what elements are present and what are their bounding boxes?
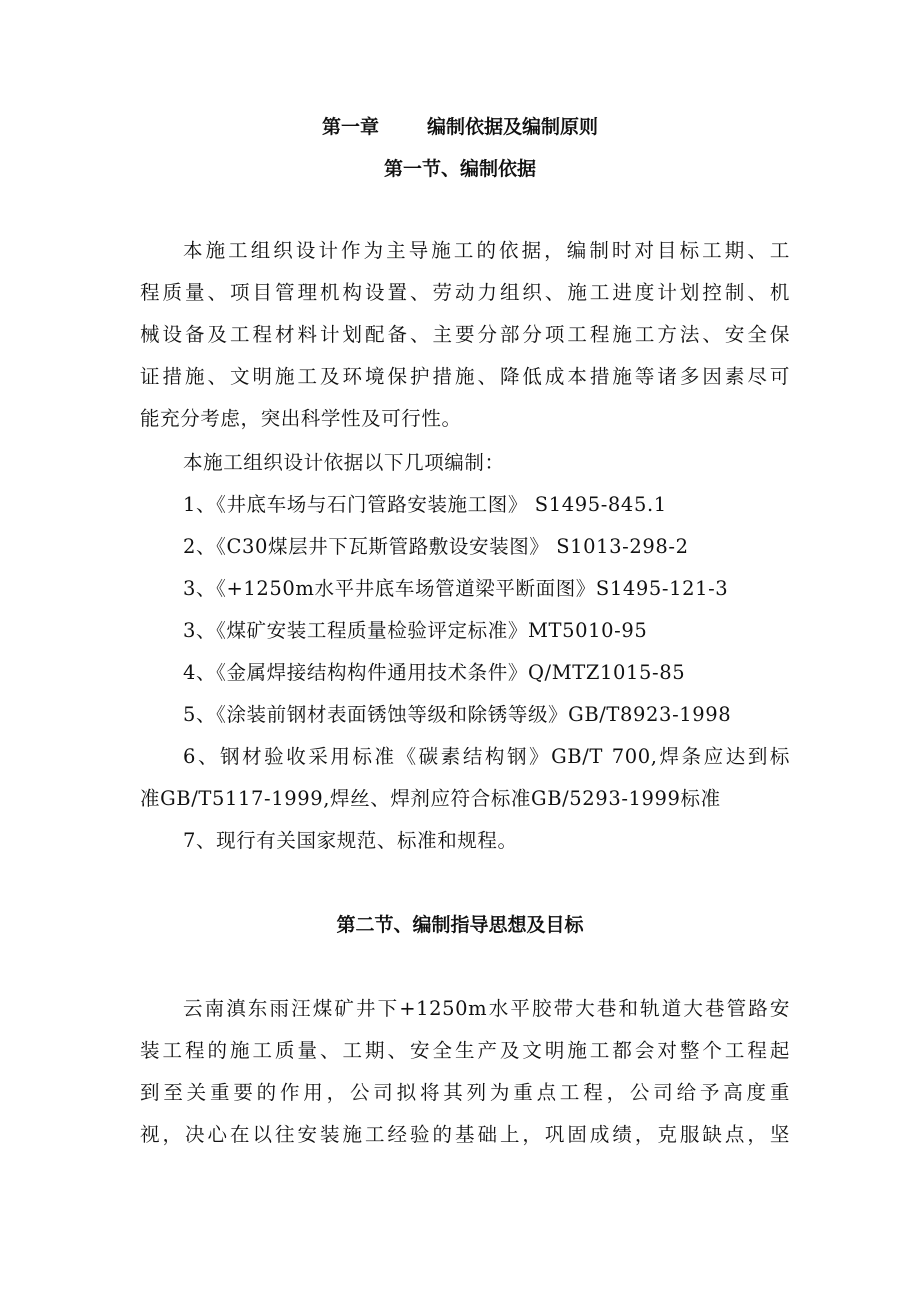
basis-item-5: 4、《金属焊接结构构件通用技术条件》Q/MTZ1015-85 <box>183 661 686 684</box>
section-2-line-4: 视，决心在以往安装施工经验的基础上，巩固成绩，克服缺点，坚 <box>140 1123 790 1146</box>
intro-line-1: 本施工组织设计作为主导施工的依据，编制时对目标工期、工 <box>183 239 790 262</box>
basis-item-1: 1、《井底车场与石门管路安装施工图》 S1495-845.1 <box>183 493 667 516</box>
section-2-line-2: 装工程的施工质量、工期、安全生产及文明施工都会对整个工程起 <box>140 1039 790 1062</box>
section-2-line-1: 云南滇东雨汪煤矿井下+1250m水平胶带大巷和轨道大巷管路安 <box>183 997 790 1020</box>
basis-item-7: 6、钢材验收采用标准《碳素结构钢》GB/T 700,焊条应达到标 <box>183 745 790 768</box>
chapter-title: 编制依据及编制原则 <box>427 116 599 138</box>
basis-item-2: 2、《C30煤层井下瓦斯管路敷设安装图》 S1013-298-2 <box>183 535 689 558</box>
section-1-title: 第一节、编制依据 <box>383 158 536 180</box>
section-2-line-3: 到至关重要的作用，公司拟将其列为重点工程，公司给予高度重 <box>140 1081 790 1104</box>
basis-item-4: 3、《煤矿安装工程质量检验评定标准》MT5010-95 <box>183 619 648 642</box>
section-2-title: 第二节、编制指导思想及目标 <box>336 914 584 936</box>
basis-item-7-cont: 准GB/T5117-1999,焊丝、焊剂应符合标准GB/5293-1999标准 <box>140 787 721 810</box>
chapter-heading <box>0 114 920 140</box>
intro-line-5: 能充分考虑，突出科学性及可行性。 <box>140 407 462 430</box>
intro-line-2: 程质量、项目管理机构设置、劳动力组织、施工进度计划控制、机 <box>140 281 790 304</box>
basis-item-3: 3、《+1250m水平井底车场管道梁平断面图》S1495-121-3 <box>183 577 729 600</box>
chapter-number: 第一章 <box>321 116 379 138</box>
intro-line-3: 械设备及工程材料计划配备、主要分部分项工程施工方法、安全保 <box>140 323 790 346</box>
basis-item-6: 5、《涂装前钢材表面锈蚀等级和除锈等级》GB/T8923-1998 <box>183 703 732 726</box>
basis-item-8: 7、现行有关国家规范、标准和规程。 <box>183 829 518 852</box>
basis-lead: 本施工组织设计依据以下几项编制： <box>183 451 505 474</box>
intro-line-4: 证措施、文明施工及环境保护措施、降低成本措施等诸多因素尽可 <box>140 365 790 388</box>
